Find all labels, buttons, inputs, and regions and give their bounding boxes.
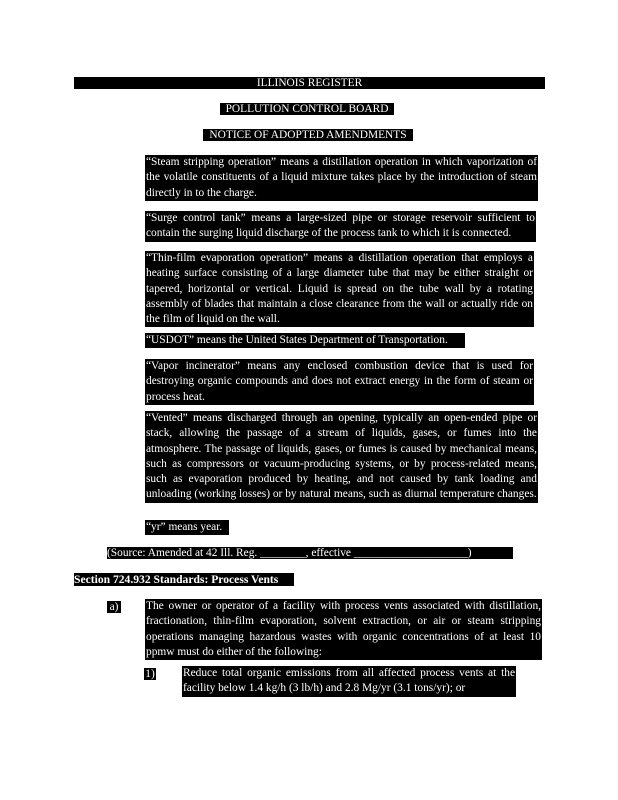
definition-vapor-incinerator: “Vapor incinerator” means any enclosed combustion device that is used for destroying organic compounds and does not extract energy in the form of steam or process heat. (145, 359, 534, 405)
definition-surge-control-tank: “Surge control tank” means a large-sized pipe or storage reservoir sufficient to contain the surging liquid discharge of the process tank to which it is connected. (145, 211, 536, 242)
definition-usdot: “USDOT” means the United States Department of Transportation. (145, 333, 465, 348)
notice-title: NOTICE OF ADOPTED AMENDMENTS (203, 129, 413, 141)
source-note: (Source: Amended at 42 Ill. Reg. ________, effective ____________________) (107, 547, 513, 559)
definition-vented: “Vented” means discharged through an opening, typically an open-ended pipe or stack, allowing the passage of a stream of liquids, gases, or fumes into the atmosphere. The passage of liquids, gases, or fumes is caused by mechanical means, such as compressors or vacuum-producing systems, or by process-related means, such as evaporation produced by heating, and not caused by tank loading and unloading (working losses) or by natural means, such as diurnal temperature changes. (145, 411, 538, 503)
paragraph-a-text: The owner or operator of a facility with process vents associated with distillation, fractionation, thin-film evaporation, solvent extraction, or air or steam stripping operations managing hazardous wastes with organic concentrations of at least 10 ppmw must do either of the following: (145, 599, 542, 660)
paragraph-1-text: Reduce total organic emissions from all affected process vents at the facility below 1.4 kg/h (3 lb/h) and 2.8 Mg/yr (3.1 tons/yr); or (182, 666, 516, 697)
paragraph-a-label: a) (107, 601, 121, 613)
definition-yr: “yr” means year. (145, 520, 229, 535)
board-name: POLLUTION CONTROL BOARD (220, 103, 394, 115)
register-header: ILLINOIS REGISTER (74, 77, 545, 89)
definition-thin-film-evaporation: “Thin-film evaporation operation” means a distillation operation that employs a heating surface consisting of a large diameter tube that may be either straight or tapered, horizontal or vertical. Liquid is spread on the tube wall by a rotating assembly of blades that maintain a close clearance from the wall or actually ride on the film of liquid on the wall. (145, 251, 534, 327)
paragraph-1-label: 1) (145, 668, 155, 680)
definition-steam-stripping: “Steam stripping operation” means a distillation operation in which vaporization of the volatile constituents of a liquid mixture takes place by the introduction of steam directly in to the charge. (145, 155, 538, 201)
section-heading: Section 724.932 Standards: Process Vents (74, 573, 294, 586)
